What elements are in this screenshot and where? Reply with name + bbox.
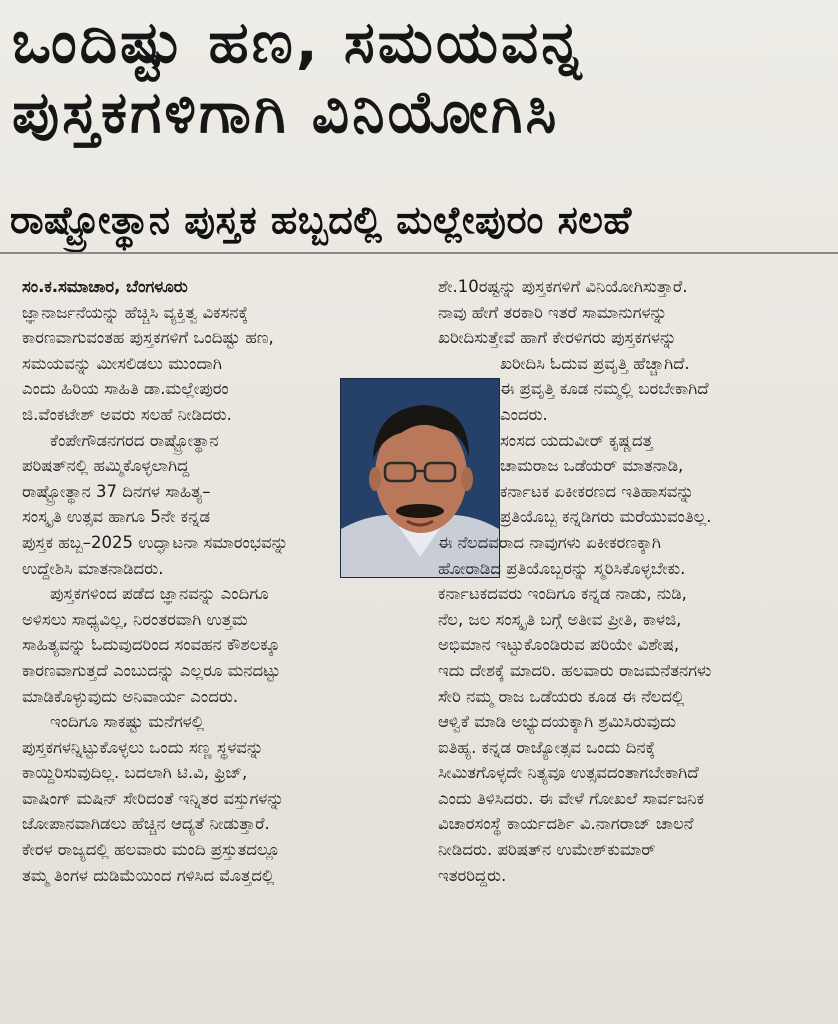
text-line: ಪರಿಷತ್‌ನಲ್ಲಿ ಹಮ್ಮಿಕೊಳ್ಳಲಾಗಿದ್ದ <box>22 456 190 476</box>
text-line: ರಾಷ್ಟ್ರೋತ್ಥಾನ 37 ದಿನಗಳ ಸಾಹಿತ್ಯ– <box>22 481 211 501</box>
text-line: ಪುಸ್ತಕಗಳಿಂದ ಪಡೆದ ಜ್ಞಾನವನ್ನು ಎಂದಿಗೂ <box>50 584 269 604</box>
text-line: ಸಂಸದ ಯದುವೀರ್ ಕೃಷ್ಣದತ್ತ <box>500 430 653 450</box>
text-line: ಎಂದರು. <box>500 404 548 424</box>
headline-line-1: ಒಂದಿಷ್ಟು ಹಣ, ಸಮಯವನ್ನ <box>12 8 585 76</box>
text-line: ಆಳ್ವಿಕೆ ಮಾಡಿ ಅಭ್ಯುದಯಕ್ಕಾಗಿ ಶ್ರಮಿಸಿರುವುದು <box>438 712 677 732</box>
text-line: ಇತರರಿದ್ದರು. <box>438 865 507 885</box>
text-line: ಈ ಪ್ರವೃತ್ತಿ ಕೂಡ ನಮ್ಮಲ್ಲಿ ಬರಬೇಕಾಗಿದೆ <box>500 379 709 399</box>
text-line: ಚಾಮರಾಜ ಒಡೆಯರ್ ಮಾತನಾಡಿ, <box>500 456 684 476</box>
headline <box>12 6 832 148</box>
text-line: ನೀಡಿದರು. ಪರಿಷತ್‌ನ ಉಮೇಶ್‌ಕುಮಾರ್ <box>438 840 656 860</box>
text-line: ಕಾಯ್ದಿರಿಸುವುದಿಲ್ಲ. ಬದಲಾಗಿ ಟಿ.ವಿ, ಫ್ರಿಜ್, <box>22 763 248 783</box>
headline-line-2: ಪುಸ್ತಕಗಳಿಗಾಗಿ ವಿನಿಯೋಗಿಸಿ <box>12 78 560 146</box>
text-line: ವಿಚಾರಸಂಸ್ಥೆ ಕಾರ್ಯದರ್ಶಿ ವಿ.ನಾಗರಾಜ್ ಚಾಲನೆ <box>438 814 694 834</box>
text-line: ಸಾಹಿತ್ಯವನ್ನು ಓದುವುದರಿಂದ ಸಂವಹನ ಕೌಶಲಕ್ಕೂ <box>22 635 280 655</box>
text-line: ಅಭಿಮಾನ ಇಟ್ಟುಕೊಂಡಿರುವ ಪರಿಯೇ ವಿಶೇಷ, <box>438 635 680 655</box>
text-line: ಕೆಂಪೇಗೌಡನಗರದ ರಾಷ್ಟ್ರೋತ್ಥಾನ <box>50 430 219 450</box>
text-line: ತಮ್ಮ ತಿಂಗಳ ದುಡಿಮೆಯಿಂದ ಗಳಿಸಿದ ಮೊತ್ತದಲ್ಲಿ <box>22 865 275 885</box>
text-line: ಇದು ದೇಶಕ್ಕೆ ಮಾದರಿ. ಹಲವಾರು ರಾಜಮನೆತನಗಳು <box>438 660 712 680</box>
text-line: ಐತಿಹ್ಯ. ಕನ್ನಡ ರಾಜ್ಯೋತ್ಸವ ಒಂದು ದಿನಕ್ಕೆ <box>438 737 656 757</box>
dateline: ಸಂ.ಕ.ಸಮಾಚಾರ, ಬೆಂಗಳೂರು <box>22 277 188 296</box>
text-line: ಪುಸ್ತಕ ಹಬ್ಬ–2025 ಉದ್ಘಾಟನಾ ಸಮಾರಂಭವನ್ನು <box>22 532 289 552</box>
text-line: ಪುಸ್ತಕಗಳನ್ನಿಟ್ಟುಕೊಳ್ಳಲು ಒಂದು ಸಣ್ಣ ಸ್ಥಳವನ್ನು <box>22 737 264 757</box>
text-line: ನಾವು ಹೇಗೆ ತರಕಾರಿ ಇತರೆ ಸಾಮಾನುಗಳನ್ನು <box>438 302 668 322</box>
article-right-column <box>438 274 828 888</box>
text-line: ಖರೀದಿಸಿ ಓದುವ ಪ್ರವೃತ್ತಿ ಹೆಚ್ಚಾಗಿದೆ. <box>500 353 690 373</box>
text-line: ಜಿ.ವೆಂಕಟೇಶ್ ಅವರು ಸಲಹೆ ನೀಡಿದರು. <box>22 404 232 424</box>
text-line: ಎಂದು ಹಿರಿಯ ಸಾಹಿತಿ ಡಾ.ಮಲ್ಲೇಪುರಂ <box>22 379 229 399</box>
text-line: ಜ್ಞಾನಾರ್ಜನೆಯನ್ನು ಹೆಚ್ಚಿಸಿ ವ್ಯಕ್ತಿತ್ವ ವಿಕಸನಕ್ಕೆ <box>22 302 249 322</box>
text-line: ಕರ್ನಾಟಕದವರು ಇಂದಿಗೂ ಕನ್ನಡ ನಾಡು, ನುಡಿ, <box>438 584 687 604</box>
text-line: ನೆಲ, ಜಲ ಸಂಸ್ಕೃತಿ ಬಗ್ಗೆ ಅತೀವ ಪ್ರೀತಿ, ಕಾಳಜಿ, <box>438 609 682 629</box>
text-line: ಮಾಡಿಕೊಳ್ಳುವುದು ಅನಿವಾರ್ಯ ಎಂದರು. <box>22 686 239 706</box>
text-line: ಕಾರಣವಾಗುವಂತಹ ಪುಸ್ತಕಗಳಿಗೆ ಒಂದಿಷ್ಟು ಹಣ, <box>22 328 274 348</box>
text-line: ಜೋಪಾನವಾಗಿಡಲು ಹೆಚ್ಚಿನ ಆದ್ಯತೆ ನೀಡುತ್ತಾರೆ. <box>22 814 270 834</box>
article-left-column <box>22 274 414 888</box>
text-line: ಕೇರಳ ರಾಜ್ಯದಲ್ಲಿ ಹಲವಾರು ಮಂದಿ ಪ್ರಸ್ತುತದಲ್ಲೂ <box>22 840 281 860</box>
text-line: ಈ ನೆಲದವರಾದ ನಾವುಗಳು ಏಕೀಕರಣಕ್ಕಾಗಿ <box>438 532 661 552</box>
text-line: ಪ್ರತಿಯೊಬ್ಬ ಕನ್ನಡಿಗರು ಮರೆಯುವಂತಿಲ್ಲ. <box>500 507 712 527</box>
text-line: ವಾಷಿಂಗ್ ಮಷಿನ್ ಸೇರಿದಂತೆ ಇನ್ನಿತರ ವಸ್ತುಗಳನ್ನು <box>22 788 285 808</box>
text-line: ಉದ್ದೇಶಿಸಿ ಮಾತನಾಡಿದರು. <box>22 558 164 578</box>
divider <box>0 252 838 254</box>
text-line: ಕಾರಣವಾಗುತ್ತದೆ ಎಂಬುದನ್ನು ಎಲ್ಲರೂ ಮನದಟ್ಟು <box>22 660 281 680</box>
text-line: ಖರೀದಿಸುತ್ತೇವೆ ಹಾಗೆ ಕೇರಳಿಗರು ಪುಸ್ತಕಗಳನ್ನು <box>438 328 677 348</box>
text-line: ಎಂದು ತಿಳಿಸಿದರು. ಈ ವೇಳೆ ಗೋಖಲೆ ಸಾರ್ವಜನಿಕ <box>438 788 705 808</box>
text-line: ಕರ್ನಾಟಕ ಏಕೀಕರಣದ ಇತಿಹಾಸವನ್ನು <box>500 481 695 501</box>
text-line: ಸಂಸ್ಕೃತಿ ಉತ್ಸವ ಹಾಗೂ 5ನೇ ಕನ್ನಡ <box>22 507 210 527</box>
text-line: ಸಮಯವನ್ನು ಮೀಸಲಿಡಲು ಮುಂದಾಗಿ <box>22 353 222 373</box>
text-line: ಅಳಿಸಲು ಸಾಧ್ಯವಿಲ್ಲ, ನಿರಂತರವಾಗಿ ಉತ್ತಮ <box>22 609 248 629</box>
text-line: ಸೀಮಿತಗೊಳ್ಳದೇ ನಿತ್ಯವೂ ಉತ್ಸವದಂತಾಗಬೇಕಾಗಿದೆ <box>438 763 699 783</box>
text-line: ಇಂದಿಗೂ ಸಾಕಷ್ಟು ಮನೆಗಳಲ್ಲಿ <box>50 712 205 732</box>
text-line: ಹೋರಾಡಿದ ಪ್ರತಿಯೊಬ್ಬರನ್ನು ಸ್ಮರಿಸಿಕೊಳ್ಳಬೇಕು. <box>438 558 686 578</box>
text-line: ಸೇರಿ ನಮ್ಮ ರಾಜ ಒಡೆಯರು ಕೂಡ ಈ ನೆಲದಲ್ಲಿ <box>438 686 685 706</box>
subheadline: ರಾಷ್ಟ್ರೋತ್ಥಾನ ಪುಸ್ತಕ ಹಬ್ಬದಲ್ಲಿ ಮಲ್ಲೇಪುರಂ ಸಲಹೆ <box>10 198 632 242</box>
text-line: ಶೇ.10ರಷ್ಟನ್ನು ಪುಸ್ತಕಗಳಿಗೆ ವಿನಿಯೋಗಿಸುತ್ತಾರೆ. <box>438 277 688 296</box>
